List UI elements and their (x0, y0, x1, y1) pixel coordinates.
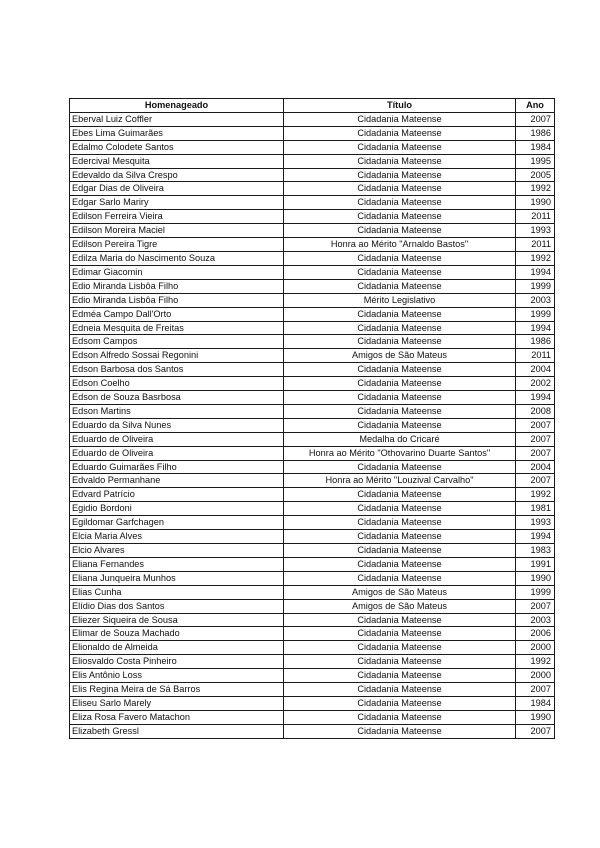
table-row (70, 488, 555, 502)
year-cell: 1986 (516, 335, 555, 349)
honoree-cell: Edgar Sarlo Mariry (70, 196, 284, 210)
year-cell: 1983 (516, 544, 555, 558)
title-cell: Cidadania Mateense (284, 557, 516, 571)
year-cell: 2011 (516, 238, 555, 252)
year-cell: 1986 (516, 126, 555, 140)
title-cell: Cidadania Mateense (284, 377, 516, 391)
honoree-cell: Eliza Rosa Favero Matachon (70, 710, 284, 724)
title-cell: Cidadania Mateense (284, 696, 516, 710)
table-row (70, 474, 555, 488)
year-cell: 2007 (516, 599, 555, 613)
table-row (70, 293, 555, 307)
title-cell: Cidadania Mateense (284, 404, 516, 418)
title-cell: Cidadania Mateense (284, 321, 516, 335)
table-row (70, 182, 555, 196)
year-cell: 1999 (516, 585, 555, 599)
year-cell: 1991 (516, 557, 555, 571)
year-cell: 2003 (516, 613, 555, 627)
year-cell: 1992 (516, 655, 555, 669)
honoree-cell: Edson de Souza Basrbosa (70, 391, 284, 405)
year-cell: 2004 (516, 460, 555, 474)
honoree-cell: Elionaldo de Almeida (70, 641, 284, 655)
year-cell: 1990 (516, 196, 555, 210)
honoree-cell: Eberval Luiz Coffler (70, 112, 284, 126)
table-row (70, 112, 555, 126)
title-cell: Cidadania Mateense (284, 724, 516, 738)
table-row (70, 418, 555, 432)
title-cell: Cidadania Mateense (284, 196, 516, 210)
honoree-cell: Edalmo Colodete Santos (70, 140, 284, 154)
table-row (70, 502, 555, 516)
year-cell: 2005 (516, 168, 555, 182)
year-cell: 1984 (516, 140, 555, 154)
honorees-table (69, 98, 555, 739)
table-row (70, 391, 555, 405)
title-cell: Cidadania Mateense (284, 182, 516, 196)
column-header-year: Ano (516, 99, 555, 113)
honoree-cell: Elcio Alvares (70, 544, 284, 558)
title-cell: Amigos de São Mateus (284, 585, 516, 599)
title-cell: Cidadania Mateense (284, 669, 516, 683)
title-cell: Cidadania Mateense (284, 210, 516, 224)
title-cell: Cidadania Mateense (284, 655, 516, 669)
honoree-cell: Edneia Mesquita de Freitas (70, 321, 284, 335)
honoree-cell: Eduardo de Oliveira (70, 432, 284, 446)
year-cell: 2011 (516, 210, 555, 224)
title-cell: Cidadania Mateense (284, 488, 516, 502)
year-cell: 1984 (516, 696, 555, 710)
honoree-cell: Elis Antônio Loss (70, 669, 284, 683)
title-cell: Cidadania Mateense (284, 683, 516, 697)
year-cell: 1993 (516, 224, 555, 238)
year-cell: 1990 (516, 571, 555, 585)
table-row (70, 196, 555, 210)
honoree-cell: Eliosvaldo Costa Pinheiro (70, 655, 284, 669)
year-cell: 2007 (516, 724, 555, 738)
honoree-cell: Eduardo de Oliveira (70, 446, 284, 460)
title-cell: Cidadania Mateense (284, 418, 516, 432)
title-cell: Cidadania Mateense (284, 516, 516, 530)
table-row (70, 224, 555, 238)
table-row (70, 696, 555, 710)
column-header-title: Título (284, 99, 516, 113)
table-row (70, 126, 555, 140)
year-cell: 1994 (516, 321, 555, 335)
title-cell: Cidadania Mateense (284, 613, 516, 627)
table-row (70, 571, 555, 585)
honoree-cell: Eliana Fernandes (70, 557, 284, 571)
year-cell: 1981 (516, 502, 555, 516)
table-row (70, 349, 555, 363)
title-cell: Cidadania Mateense (284, 279, 516, 293)
title-cell: Cidadania Mateense (284, 335, 516, 349)
title-cell: Cidadania Mateense (284, 502, 516, 516)
table-row (70, 140, 555, 154)
honoree-cell: Edio Miranda Lisbôa Filho (70, 279, 284, 293)
table-row (70, 265, 555, 279)
year-cell: 1992 (516, 251, 555, 265)
title-cell: Cidadania Mateense (284, 251, 516, 265)
title-cell: Cidadania Mateense (284, 363, 516, 377)
table-row (70, 238, 555, 252)
title-cell: Cidadania Mateense (284, 641, 516, 655)
honoree-cell: Edvard Patrício (70, 488, 284, 502)
title-cell: Honra ao Mérito "Othovarino Duarte Santos" (284, 446, 516, 460)
honoree-cell: Edsom Campos (70, 335, 284, 349)
year-cell: 2008 (516, 404, 555, 418)
table-row (70, 516, 555, 530)
honoree-cell: Eliana Junqueira Munhos (70, 571, 284, 585)
table-row (70, 432, 555, 446)
table-row (70, 210, 555, 224)
table-row (70, 641, 555, 655)
year-cell: 2007 (516, 683, 555, 697)
year-cell: 1995 (516, 154, 555, 168)
honoree-cell: Edilson Moreira Maciel (70, 224, 284, 238)
title-cell: Cidadania Mateense (284, 544, 516, 558)
year-cell: 1999 (516, 279, 555, 293)
title-cell: Cidadania Mateense (284, 265, 516, 279)
table-row (70, 279, 555, 293)
year-cell: 1999 (516, 307, 555, 321)
table-row (70, 168, 555, 182)
title-cell: Cidadania Mateense (284, 112, 516, 126)
honoree-cell: Edson Alfredo Sossai Regonini (70, 349, 284, 363)
honoree-cell: Edson Martins (70, 404, 284, 418)
year-cell: 2002 (516, 377, 555, 391)
year-cell: 2003 (516, 293, 555, 307)
table-row (70, 446, 555, 460)
honoree-cell: Eliezer Siqueira de Sousa (70, 613, 284, 627)
honoree-cell: Edevaldo da Silva Crespo (70, 168, 284, 182)
title-cell: Cidadania Mateense (284, 140, 516, 154)
year-cell: 1990 (516, 710, 555, 724)
title-cell: Cidadania Mateense (284, 224, 516, 238)
table-row (70, 613, 555, 627)
year-cell: 2007 (516, 446, 555, 460)
title-cell: Cidadania Mateense (284, 571, 516, 585)
year-cell: 2000 (516, 669, 555, 683)
table-header-row (70, 99, 555, 113)
honoree-cell: Elídio Dias dos Santos (70, 599, 284, 613)
title-cell: Cidadania Mateense (284, 391, 516, 405)
title-cell: Mérito Legislativo (284, 293, 516, 307)
honoree-cell: Elcia Maria Alves (70, 530, 284, 544)
title-cell: Medalha do Cricaré (284, 432, 516, 446)
honoree-cell: Edvaldo Permanhane (70, 474, 284, 488)
table-row (70, 377, 555, 391)
table-row (70, 655, 555, 669)
table-row (70, 710, 555, 724)
year-cell: 1992 (516, 488, 555, 502)
honoree-cell: Elimar de Souza Machado (70, 627, 284, 641)
table-row (70, 683, 555, 697)
honoree-cell: Elis Regina Meira de Sá Barros (70, 683, 284, 697)
honoree-cell: Eduardo da Silva Nunes (70, 418, 284, 432)
title-cell: Cidadania Mateense (284, 627, 516, 641)
title-cell: Cidadania Mateense (284, 154, 516, 168)
table-row (70, 460, 555, 474)
honoree-cell: Edercival Mesquita (70, 154, 284, 168)
table-row (70, 724, 555, 738)
year-cell: 2006 (516, 627, 555, 641)
year-cell: 1993 (516, 516, 555, 530)
table-row (70, 669, 555, 683)
table-row (70, 585, 555, 599)
year-cell: 1994 (516, 391, 555, 405)
honoree-cell: Eduardo Guimarães Filho (70, 460, 284, 474)
year-cell: 1994 (516, 265, 555, 279)
honoree-cell: Edio Miranda Lisbôa Filho (70, 293, 284, 307)
table-row (70, 627, 555, 641)
year-cell: 2007 (516, 474, 555, 488)
year-cell: 2004 (516, 363, 555, 377)
table-row (70, 557, 555, 571)
title-cell: Cidadania Mateense (284, 460, 516, 474)
title-cell: Honra ao Mérito "Louzival Carvalho" (284, 474, 516, 488)
year-cell: 1994 (516, 530, 555, 544)
table-row (70, 335, 555, 349)
honoree-cell: Edilson Ferreira Vieira (70, 210, 284, 224)
title-cell: Amigos de São Mateus (284, 349, 516, 363)
title-cell: Honra ao Mérito "Arnaldo Bastos" (284, 238, 516, 252)
honoree-cell: Egidio Bordoni (70, 502, 284, 516)
table-row (70, 599, 555, 613)
year-cell: 2007 (516, 418, 555, 432)
year-cell: 2007 (516, 432, 555, 446)
table-row (70, 251, 555, 265)
honoree-cell: Eliseu Sarlo Marely (70, 696, 284, 710)
table-row (70, 404, 555, 418)
title-cell: Amigos de São Mateus (284, 599, 516, 613)
column-header-honoree: Homenageado (70, 99, 284, 113)
title-cell: Cidadania Mateense (284, 530, 516, 544)
table-body (70, 112, 555, 738)
honoree-cell: Edgar Dias de Oliveira (70, 182, 284, 196)
title-cell: Cidadania Mateense (284, 168, 516, 182)
table-row (70, 307, 555, 321)
title-cell: Cidadania Mateense (284, 307, 516, 321)
year-cell: 2000 (516, 641, 555, 655)
honoree-cell: Edméa Campo Dall'Orto (70, 307, 284, 321)
title-cell: Cidadania Mateense (284, 126, 516, 140)
honoree-cell: Egildomar Garfchagen (70, 516, 284, 530)
honoree-cell: Edimar Giacomin (70, 265, 284, 279)
honoree-cell: Elizabeth Gressl (70, 724, 284, 738)
year-cell: 1992 (516, 182, 555, 196)
honoree-cell: Elias Cunha (70, 585, 284, 599)
table-row (70, 530, 555, 544)
table-row (70, 154, 555, 168)
year-cell: 2011 (516, 349, 555, 363)
table-row (70, 321, 555, 335)
title-cell: Cidadania Mateense (284, 710, 516, 724)
honoree-cell: Edson Barbosa dos Santos (70, 363, 284, 377)
honoree-cell: Edilza Maria do Nascimento Souza (70, 251, 284, 265)
honoree-cell: Ebes Lima Guimarães (70, 126, 284, 140)
table-row (70, 544, 555, 558)
table-row (70, 363, 555, 377)
year-cell: 2007 (516, 112, 555, 126)
honoree-cell: Edilson Pereira Tigre (70, 238, 284, 252)
honoree-cell: Edson Coelho (70, 377, 284, 391)
